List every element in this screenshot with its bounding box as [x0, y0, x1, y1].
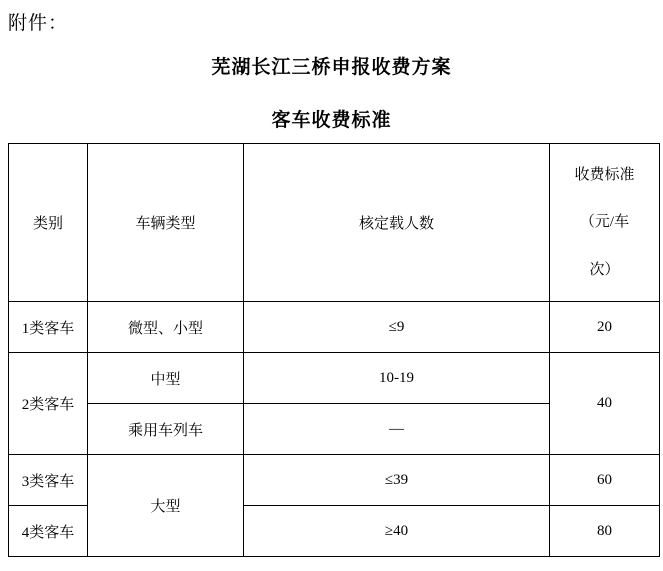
- attachment-label: 附件：: [8, 13, 69, 34]
- row-rated-capacity: —: [244, 404, 550, 455]
- row-rated-capacity: 10-19: [244, 353, 550, 404]
- row-fee: 80: [550, 506, 660, 557]
- row-fee: 60: [550, 455, 660, 506]
- header-vehicle-type: 车辆类型: [88, 144, 244, 302]
- row-category: 3类客车: [9, 455, 88, 506]
- fee-table: [8, 143, 660, 557]
- table-row: [9, 302, 660, 353]
- document-subtitle: 客车收费标准: [271, 110, 392, 131]
- row-fee: 40: [550, 353, 660, 455]
- row-category: 1类客车: [9, 302, 88, 353]
- fee-table-container: [8, 143, 655, 557]
- row-vehicle-type: 大型: [88, 455, 244, 557]
- row-vehicle-type: 乘用车列车: [88, 404, 244, 455]
- row-vehicle-type: 微型、小型: [88, 302, 244, 353]
- row-rated-capacity: ≥40: [244, 506, 550, 557]
- row-rated-capacity: ≤9: [244, 302, 550, 353]
- header-fee-line3: 次）: [589, 261, 620, 278]
- document-title: 芜湖长江三桥申报收费方案: [211, 57, 452, 78]
- header-category: 类别: [9, 144, 88, 302]
- row-fee: 20: [550, 302, 660, 353]
- header-fee-standard: [550, 144, 660, 302]
- row-category: 4类客车: [9, 506, 88, 557]
- row-vehicle-type: 中型: [88, 353, 244, 404]
- table-header-row: [9, 144, 660, 302]
- header-fee-line1: 收费标准: [574, 167, 635, 183]
- header-fee-line2: （元/车: [579, 214, 630, 231]
- table-row: [9, 353, 660, 404]
- row-rated-capacity: ≤39: [244, 455, 550, 506]
- header-rated-capacity: 核定载人数: [244, 144, 550, 302]
- table-row: [9, 455, 660, 506]
- row-category: 2类客车: [9, 353, 88, 455]
